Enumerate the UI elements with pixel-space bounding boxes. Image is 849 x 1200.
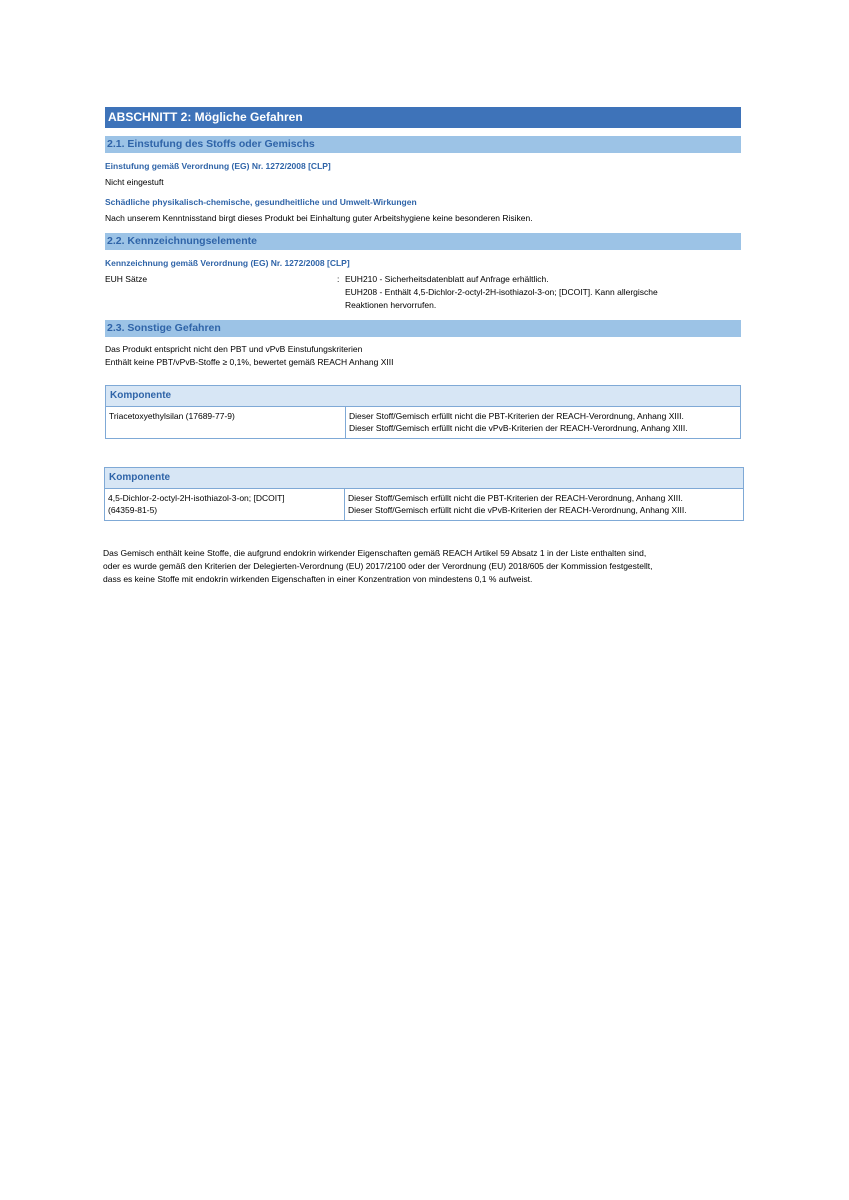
euh-line: Reaktionen hervorrufen. <box>345 300 437 310</box>
result-line: Dieser Stoff/Gemisch erfüllt nicht die PBT-Kriterien der REACH-Verordnung, Anhang XIII. <box>349 411 684 421</box>
euh-line: EUH208 - Enthält 4,5-Dichlor-2-octyl-2H-isothiazol-3-on; [DCOIT]. Kann allergische <box>345 287 658 297</box>
component-table-1 <box>105 385 741 439</box>
euh-row <box>105 273 741 312</box>
component-table-header: Komponente <box>106 386 741 407</box>
labelling-title: Kennzeichnung gemäß Verordnung (EG) Nr. 1272/2008 [CLP] <box>105 258 350 268</box>
component-cell <box>105 489 345 521</box>
clp-classification-title: Einstufung gemäß Verordnung (EG) Nr. 1272/2008 [CLP] <box>105 161 331 171</box>
component-name: 4,5-Dichlor-2-octyl-2H-isothiazol-3-on; [DCOIT] <box>108 493 285 503</box>
table-row <box>106 407 741 439</box>
pbt-line-2: Enthält keine PBT/vPvB-Stoffe ≥ 0,1%, bewertet gemäß REACH Anhang XIII <box>105 357 394 367</box>
euh-label: EUH Sätze <box>105 274 148 284</box>
result-line: Dieser Stoff/Gemisch erfüllt nicht die PBT-Kriterien der REACH-Verordnung, Anhang XIII. <box>348 493 683 503</box>
result-cell <box>345 489 744 521</box>
component-table-header: Komponente <box>105 468 744 489</box>
subsection-2-3-title: 2.3. Sonstige Gefahren <box>105 320 741 337</box>
clp-classification-value: Nicht eingestuft <box>105 177 164 187</box>
component-name: Triacetoxyethylsilan (17689-77-9) <box>109 411 235 421</box>
effects-value: Nach unserem Kenntnisstand birgt dieses Produkt bei Einhaltung guter Arbeitshygiene keine besonderen Risiken. <box>105 213 533 223</box>
euh-statements <box>345 273 730 312</box>
component-cell <box>106 407 346 439</box>
endocrine-statement <box>103 547 748 586</box>
endocrine-line: dass es keine Stoffe mit endokrin wirkenden Eigenschaften in einer Konzentration von mindestens 0,1 % aufweist. <box>103 574 533 584</box>
pbt-line-1: Das Produkt entspricht nicht den PBT und vPvB Einstufungskriterien <box>105 344 363 354</box>
effects-title: Schädliche physikalisch-chemische, gesundheitliche und Umwelt-Wirkungen <box>105 197 417 207</box>
endocrine-line: oder es wurde gemäß den Kriterien der Delegierten-Verordnung (EU) 2017/2100 oder der Verordnung (EU) 2018/605 der Kommission festgestellt, <box>103 561 653 571</box>
result-line: Dieser Stoff/Gemisch erfüllt nicht die vPvB-Kriterien der REACH-Verordnung, Anhang XIII. <box>349 423 688 433</box>
subsection-2-1-title: 2.1. Einstufung des Stoffs oder Gemischs <box>105 136 741 153</box>
subsection-2-2-title: 2.2. Kennzeichnungselemente <box>105 233 741 250</box>
component-cas: (64359-81-5) <box>108 505 158 515</box>
result-line: Dieser Stoff/Gemisch erfüllt nicht die vPvB-Kriterien der REACH-Verordnung, Anhang XIII. <box>348 505 687 515</box>
component-table-2 <box>104 467 744 521</box>
section-title: ABSCHNITT 2: Mögliche Gefahren <box>105 107 741 128</box>
result-cell <box>346 407 741 439</box>
euh-colon: : <box>337 274 340 284</box>
euh-line: EUH210 - Sicherheitsdatenblatt auf Anfrage erhältlich. <box>345 274 549 284</box>
table-row <box>105 489 744 521</box>
endocrine-line: Das Gemisch enthält keine Stoffe, die aufgrund endokrin wirkender Eigenschaften gemäß REACH Artikel 59 Absatz 1 in der Liste enthalten sind, <box>103 548 647 558</box>
document-page <box>105 107 741 521</box>
